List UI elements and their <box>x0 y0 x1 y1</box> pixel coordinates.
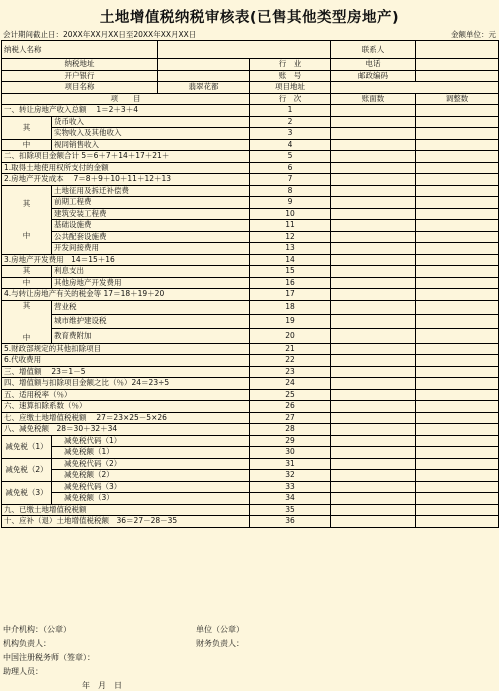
row-group-label-bottom: 中 <box>22 332 31 342</box>
row-seq: 11 <box>250 220 331 232</box>
table-row <box>2 481 499 493</box>
row-item-label: 教育费附加 <box>52 329 250 343</box>
row-item-label: 4.与转让房地产有关的税金等 17＝18＋19＋20 <box>2 289 250 301</box>
row-item-label: 减免税额（2） <box>52 470 250 482</box>
adjust-cell[interactable] <box>416 378 499 390</box>
row-item-label: 前期工程费 <box>52 197 250 209</box>
row-item-label: 减免税代码（3） <box>52 481 250 493</box>
table-row <box>2 366 499 378</box>
row-seq: 25 <box>250 389 331 401</box>
row-item-label: 营业税 <box>52 300 250 314</box>
row-item-label: 货币收入 <box>52 116 250 128</box>
table-row <box>2 355 499 367</box>
row-seq: 2 <box>250 116 331 128</box>
row-item-label: 视同销售收入 <box>52 139 250 151</box>
adjust-cell[interactable] <box>416 389 499 401</box>
row-item-label: 十、应补（退）土地增值税税额 36＝27－28－35 <box>2 516 250 528</box>
col-adjust: 调整数 <box>416 93 499 105</box>
row-seq: 34 <box>250 493 331 505</box>
row-seq: 17 <box>250 289 331 301</box>
book-cell[interactable] <box>331 447 416 459</box>
row-seq: 27 <box>250 412 331 424</box>
row-item-label: 减免税额（1） <box>52 447 250 459</box>
row-item-label: 公共配套设施费 <box>52 231 250 243</box>
row-seq: 22 <box>250 355 331 367</box>
table-row <box>2 343 499 355</box>
row-group-label: 减免税（3） <box>2 481 52 504</box>
book-cell[interactable] <box>331 389 416 401</box>
row-group-label: 其 <box>2 116 52 139</box>
phone-label: 电话 <box>331 59 416 71</box>
table-row <box>2 504 499 516</box>
row-group-label-bottom: 中 <box>22 230 31 240</box>
row-item-label: 八、减免税额 28＝30＋32＋34 <box>2 424 250 436</box>
adjust-cell[interactable] <box>416 314 499 328</box>
row-item-label: 减免税额（3） <box>52 493 250 505</box>
book-cell[interactable] <box>331 412 416 424</box>
book-cell[interactable] <box>331 220 416 232</box>
account-label: 账 号 <box>250 70 331 82</box>
address-value[interactable] <box>158 59 250 71</box>
row-item-label: 减免税代码（2） <box>52 458 250 470</box>
row-seq: 12 <box>250 231 331 243</box>
row-group-label <box>2 300 52 343</box>
table-row <box>2 231 499 243</box>
adjust-cell[interactable] <box>416 412 499 424</box>
row-seq: 20 <box>250 329 331 343</box>
adjust-cell[interactable] <box>416 447 499 459</box>
row-item-label: 土地征用及拆迁补偿费 <box>52 185 250 197</box>
table-row <box>2 401 499 413</box>
adjust-cell[interactable] <box>416 470 499 482</box>
adjust-cell[interactable] <box>416 162 499 174</box>
table-row <box>2 174 499 186</box>
footer-date: 年 月 日 <box>82 681 122 690</box>
row-item-label: 实物收入及其他收入 <box>52 128 250 140</box>
table-row <box>2 105 499 117</box>
book-cell[interactable] <box>331 139 416 151</box>
row-seq: 7 <box>250 174 331 186</box>
adjust-cell[interactable] <box>416 277 499 289</box>
row-seq: 31 <box>250 458 331 470</box>
row-group-label: 其 <box>2 266 52 278</box>
row-item-label: 基础设施费 <box>52 220 250 232</box>
book-cell[interactable] <box>331 197 416 209</box>
col-item: 项 目 <box>2 93 250 105</box>
adjust-cell[interactable] <box>416 366 499 378</box>
row-item-label: 建筑安装工程费 <box>52 208 250 220</box>
book-cell[interactable] <box>331 105 416 117</box>
row-seq: 32 <box>250 470 331 482</box>
table-row <box>2 151 499 163</box>
adjust-cell[interactable] <box>416 516 499 528</box>
table-row <box>2 412 499 424</box>
table-row <box>2 516 499 528</box>
adjust-cell[interactable] <box>416 493 499 505</box>
row-seq: 24 <box>250 378 331 390</box>
industry-label: 行 业 <box>250 59 331 71</box>
adjust-cell[interactable] <box>416 254 499 266</box>
book-cell[interactable] <box>331 289 416 301</box>
book-cell[interactable] <box>331 162 416 174</box>
page-title: 土地增值税纳税审核表(已售其他类型房地产) <box>99 10 400 26</box>
book-cell[interactable] <box>331 116 416 128</box>
table-row <box>2 470 499 482</box>
row-seq: 35 <box>250 504 331 516</box>
row-seq: 9 <box>250 197 331 209</box>
table-row <box>2 435 499 447</box>
row-group-label-top: 其 <box>22 198 31 208</box>
footer-finance-head: 财务负责人： <box>196 639 244 648</box>
adjust-cell[interactable] <box>416 116 499 128</box>
row-seq: 15 <box>250 266 331 278</box>
book-cell[interactable] <box>331 174 416 186</box>
adjust-cell[interactable] <box>416 208 499 220</box>
row-group-label: 减免税（1） <box>2 435 52 458</box>
table-row <box>2 197 499 209</box>
col-book: 账面数 <box>331 93 416 105</box>
footer-assistant: 助理人员： <box>3 667 43 676</box>
row-seq: 3 <box>250 128 331 140</box>
adjust-cell[interactable] <box>416 139 499 151</box>
adjust-cell[interactable] <box>416 231 499 243</box>
row-item-label: 利息支出 <box>52 266 250 278</box>
book-cell[interactable] <box>331 208 416 220</box>
table-row <box>2 300 499 314</box>
adjust-cell[interactable] <box>416 504 499 516</box>
row-seq: 21 <box>250 343 331 355</box>
table-row <box>2 458 499 470</box>
book-cell[interactable] <box>331 424 416 436</box>
book-cell[interactable] <box>331 151 416 163</box>
book-cell[interactable] <box>331 355 416 367</box>
row-seq: 13 <box>250 243 331 255</box>
phone-value[interactable] <box>416 59 499 71</box>
book-cell[interactable] <box>331 435 416 447</box>
book-cell[interactable] <box>331 128 416 140</box>
row-group-label: 中 <box>2 139 52 151</box>
table-row <box>2 266 499 278</box>
table-row <box>2 185 499 197</box>
row-item-label: 六、速算扣除系数（％） <box>2 401 250 413</box>
table-row <box>2 277 499 289</box>
adjust-cell[interactable] <box>416 289 499 301</box>
book-cell[interactable] <box>331 401 416 413</box>
adjust-cell[interactable] <box>416 424 499 436</box>
row-seq: 8 <box>250 185 331 197</box>
table-row <box>2 389 499 401</box>
row-item-label: 1.取得土地使用权所支付的金额 <box>2 162 250 174</box>
book-cell[interactable] <box>331 231 416 243</box>
taxpayer-name-label: 纳税人名称 <box>2 41 158 59</box>
project-address-label: 项目地址 <box>250 82 331 94</box>
row-seq: 36 <box>250 516 331 528</box>
book-cell[interactable] <box>331 366 416 378</box>
bank-value[interactable] <box>158 70 250 82</box>
amount-unit: 金额单位：元 <box>451 30 496 39</box>
taxpayer-name-value[interactable] <box>158 41 331 59</box>
table-row <box>2 314 499 328</box>
adjust-cell[interactable] <box>416 105 499 117</box>
table-row <box>2 243 499 255</box>
row-item-label: 七、应缴土地增值税税额 27＝23×25－5×26 <box>2 412 250 424</box>
row-seq: 23 <box>250 366 331 378</box>
adjust-cell[interactable] <box>416 243 499 255</box>
row-seq: 5 <box>250 151 331 163</box>
accounting-period: 会计期间截止日：20XX年XX月XX日至20XX年XX月XX日 <box>3 30 197 39</box>
row-seq: 6 <box>250 162 331 174</box>
book-cell[interactable] <box>331 329 416 343</box>
footer-agency-head: 机构负责人： <box>3 639 51 648</box>
book-cell[interactable] <box>331 314 416 328</box>
audit-table <box>1 40 499 528</box>
adjust-cell[interactable] <box>416 355 499 367</box>
book-cell[interactable] <box>331 300 416 314</box>
adjust-cell[interactable] <box>416 329 499 343</box>
row-group-label <box>2 185 52 254</box>
footer-unit: 单位（公章） <box>196 625 244 634</box>
table-row <box>2 329 499 343</box>
adjust-cell[interactable] <box>416 151 499 163</box>
row-item-label: 四、增值额与扣除项目金额之比（％）24＝23÷5 <box>2 378 250 390</box>
table-row <box>2 162 499 174</box>
adjust-cell[interactable] <box>416 197 499 209</box>
table-row <box>2 378 499 390</box>
book-cell[interactable] <box>331 470 416 482</box>
row-item-label: 6.代收费用 <box>2 355 250 367</box>
book-cell[interactable] <box>331 343 416 355</box>
book-cell[interactable] <box>331 378 416 390</box>
adjust-cell[interactable] <box>416 220 499 232</box>
col-seq: 行 次 <box>250 93 331 105</box>
table-row <box>2 289 499 301</box>
adjust-cell[interactable] <box>416 343 499 355</box>
row-group-label: 减免税（2） <box>2 458 52 481</box>
row-item-label: 减免税代码（1） <box>52 435 250 447</box>
postcode-label: 邮政编码 <box>331 70 416 82</box>
row-seq: 14 <box>250 254 331 266</box>
adjust-cell[interactable] <box>416 300 499 314</box>
book-cell[interactable] <box>331 493 416 505</box>
contact-label: 联系人 <box>331 41 416 59</box>
row-group-label-top: 其 <box>22 300 31 310</box>
row-group-label: 中 <box>2 277 52 289</box>
row-seq: 26 <box>250 401 331 413</box>
address-label: 纳税地址 <box>2 59 158 71</box>
row-seq: 1 <box>250 105 331 117</box>
row-seq: 29 <box>250 435 331 447</box>
adjust-cell[interactable] <box>416 435 499 447</box>
row-seq: 4 <box>250 139 331 151</box>
row-item-label: 九、已缴土地增值税税额 <box>2 504 250 516</box>
row-item-label: 3.房地产开发费用 14＝15＋16 <box>2 254 250 266</box>
book-cell[interactable] <box>331 277 416 289</box>
row-seq: 33 <box>250 481 331 493</box>
table-row <box>2 447 499 459</box>
row-seq: 18 <box>250 300 331 314</box>
row-item-label: 开发间接费用 <box>52 243 250 255</box>
row-item-label: 城市维护建设税 <box>52 314 250 328</box>
adjust-cell[interactable] <box>416 458 499 470</box>
row-item-label: 三、增值额 23＝1－5 <box>2 366 250 378</box>
book-cell[interactable] <box>331 185 416 197</box>
row-seq: 30 <box>250 447 331 459</box>
row-item-label: 五、适用税率（％） <box>2 389 250 401</box>
bank-label: 开户银行 <box>2 70 158 82</box>
project-name-value: 翡翠花都 <box>158 82 250 94</box>
book-cell[interactable] <box>331 504 416 516</box>
table-row <box>2 116 499 128</box>
row-seq: 16 <box>250 277 331 289</box>
row-seq: 28 <box>250 424 331 436</box>
postcode-value[interactable] <box>416 70 499 82</box>
table-row <box>2 208 499 220</box>
table-row <box>2 424 499 436</box>
row-item-label: 二、扣除项目金额合计 5＝6＋7＋14＋17＋21＋ <box>2 151 250 163</box>
contact-value[interactable] <box>416 41 499 59</box>
book-cell[interactable] <box>331 254 416 266</box>
row-item-label: 5.财政部规定的其他扣除项目 <box>2 343 250 355</box>
book-cell[interactable] <box>331 266 416 278</box>
footer-cta: 中国注册税务师（签章）： <box>3 653 95 662</box>
table-row <box>2 220 499 232</box>
adjust-cell[interactable] <box>416 481 499 493</box>
table-row <box>2 128 499 140</box>
row-seq: 19 <box>250 314 331 328</box>
row-item-label: 一、转让房地产收入总额 1＝2＋3＋4 <box>2 105 250 117</box>
adjust-cell[interactable] <box>416 266 499 278</box>
adjust-cell[interactable] <box>416 174 499 186</box>
table-row <box>2 254 499 266</box>
table-row <box>2 139 499 151</box>
adjust-cell[interactable] <box>416 401 499 413</box>
adjust-cell[interactable] <box>416 128 499 140</box>
project-name-label: 项目名称 <box>2 82 158 94</box>
row-seq: 10 <box>250 208 331 220</box>
row-item-label: 其他房地产开发费用 <box>52 277 250 289</box>
project-address-value[interactable] <box>331 82 499 94</box>
book-cell[interactable] <box>331 516 416 528</box>
book-cell[interactable] <box>331 458 416 470</box>
book-cell[interactable] <box>331 481 416 493</box>
table-row <box>2 493 499 505</box>
footer-agency: 中介机构：（公章） <box>3 625 71 634</box>
book-cell[interactable] <box>331 243 416 255</box>
row-item-label: 2.房地产开发成本 7＝8＋9＋10＋11＋12＋13 <box>2 174 250 186</box>
adjust-cell[interactable] <box>416 185 499 197</box>
